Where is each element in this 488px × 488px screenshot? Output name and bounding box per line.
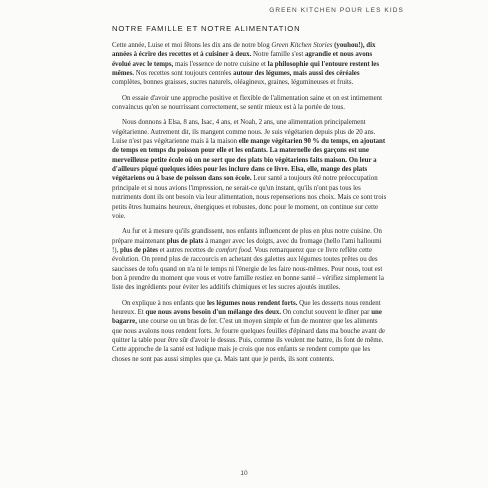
text-run: Leur santé a toujours été notre préoccupation principale et si nous avions l'impression, ne serait-ce qu'un instant, qu'ils n'ont pas tous les nutriments dont ils ont besoin via leur alimentation, nous repenserions nos choix. Mais ce sont trois petits êtres humains heureux, énergiques et robustes, donc pour le moment, on continue sur cette voie.	[112, 175, 387, 220]
page-content	[112, 24, 388, 370]
text-run: complètes, bonnes graisses, sucres naturels, oléagineux, graines, légumineuses et fruits.	[112, 79, 354, 87]
text-run: la philosophie qui l'entoure restent les mêmes.	[112, 60, 380, 78]
page-number: 10	[240, 470, 248, 477]
text-run: On leur a d'ailleurs piqué quelques idées pour les inclure dans ce livre. Elsa, elle, mange des plats végétariens ou à base de poisson dans son école.	[112, 156, 377, 183]
text-run: (youhou!), dix années à écrire des recettes et à cuisiner à deux.	[112, 42, 376, 59]
text-run: Cette année, Luise et moi fêtons les dix ans de notre blog	[112, 42, 272, 49]
text-run: une bagarre,	[112, 308, 382, 326]
text-run: Au fur et à mesure qu'ils grandissent, nos enfants influencent de plus en plus notre cuisine. On prépare maintenant	[112, 228, 382, 245]
text-run: On conclut souvent le dîner par	[281, 308, 372, 316]
text-run: Nos recettes sont toujours centrées	[134, 70, 234, 78]
text-run: agrandie et nous avons évolué avec le temps,	[112, 51, 373, 68]
text-run: Nous donnons à Elsa, 8 ans, Isac, 4 ans, et Noah, 2 ans, une alimentation principalement végétarienne. Autrement dit, ils mangent comme nous. Je suis végétarien depuis plus de 20 ans. Luise n'est pas végétarienne mais à la maison	[112, 119, 376, 146]
paragraph-1	[112, 41, 388, 88]
text-run: mais l'essence de notre cuisine et	[173, 60, 268, 68]
text-run: elle mange végétarien 90 % du temps,	[238, 138, 350, 146]
text-run: une course ou un bras de fer. C'est un moyen simple et fun de montrer que les aliments que nous avalons nous rendent forts. Je fourre quelques feuilles d'épinard dans ma bouche avant de quitter la table pour être sûr d'avoir le dessus. Puis, comme ils veulent me battre, ils font de même. Cette approche de la santé est ludique mais je crois que nos enfants se rendent compte que les choses ne sont pas aussi simples que ça. Mais tant que je perds, ils sont contents.	[112, 318, 385, 363]
text-run: que nous avons besoin d'un mélange des deux.	[145, 308, 282, 316]
text-run: Green Kitchen Stories	[271, 42, 333, 49]
text-run: On essaie d'avoir une approche positive et flexible de l'alimentation saine et on est intimement convaincus qu'en se nourrissant correctement, se sentir mieux est à la portée de tous.	[112, 94, 383, 112]
text-run: On explique à nos enfants que	[122, 299, 207, 307]
text-run: La maternelle des garçons est une merveilleuse petite école où on ne sert que des plats bio végétariens faits maison.	[112, 147, 369, 164]
paragraph-3	[112, 118, 388, 221]
text-run: à manger avec les doigts, avec du fromage (hello l'ami halloumi !),	[112, 237, 382, 254]
text-run: autour des légumes, mais aussi des céréales	[233, 70, 360, 78]
text-run: Que les desserts nous rendent heureux. Et	[112, 299, 381, 316]
section-title: NOTRE FAMILLE ET NOTRE ALIMENTATION	[112, 24, 301, 33]
paragraph-2	[112, 94, 388, 113]
paragraph-5	[112, 299, 388, 364]
text-run: et autres recettes de	[157, 246, 216, 254]
paragraph-4	[112, 227, 388, 292]
text-run: Notre famille s'est	[251, 51, 305, 59]
text-run: les légumes nous rendent forts.	[206, 299, 298, 307]
text-run: comfort food.	[215, 246, 253, 254]
text-run: Vous remarquerez que ce livre reflète cette évolution. On prend plus de raccourcis en achetant des galettes aux légumes toutes prêtes ou des saucisses de tofu quand on n'a ni le temps ni l'énergie de les faire nous-mêmes. Pour nous, tout est bon à prendre du moment que vous et votre famille restiez en bonne santé – vérifiez simplement la liste des ingrédients pour éviter les additifs chimiques et les sucres ajoutés inutiles.	[112, 246, 384, 292]
text-run: plus de plats	[166, 237, 204, 245]
running-header: GREEN KITCHEN POUR LES KIDS	[269, 7, 404, 14]
text-run: plus de pâtes	[120, 246, 158, 254]
text-run: en ajoutant de temps en temps du poisson pour elle et les enfants.	[112, 138, 386, 155]
